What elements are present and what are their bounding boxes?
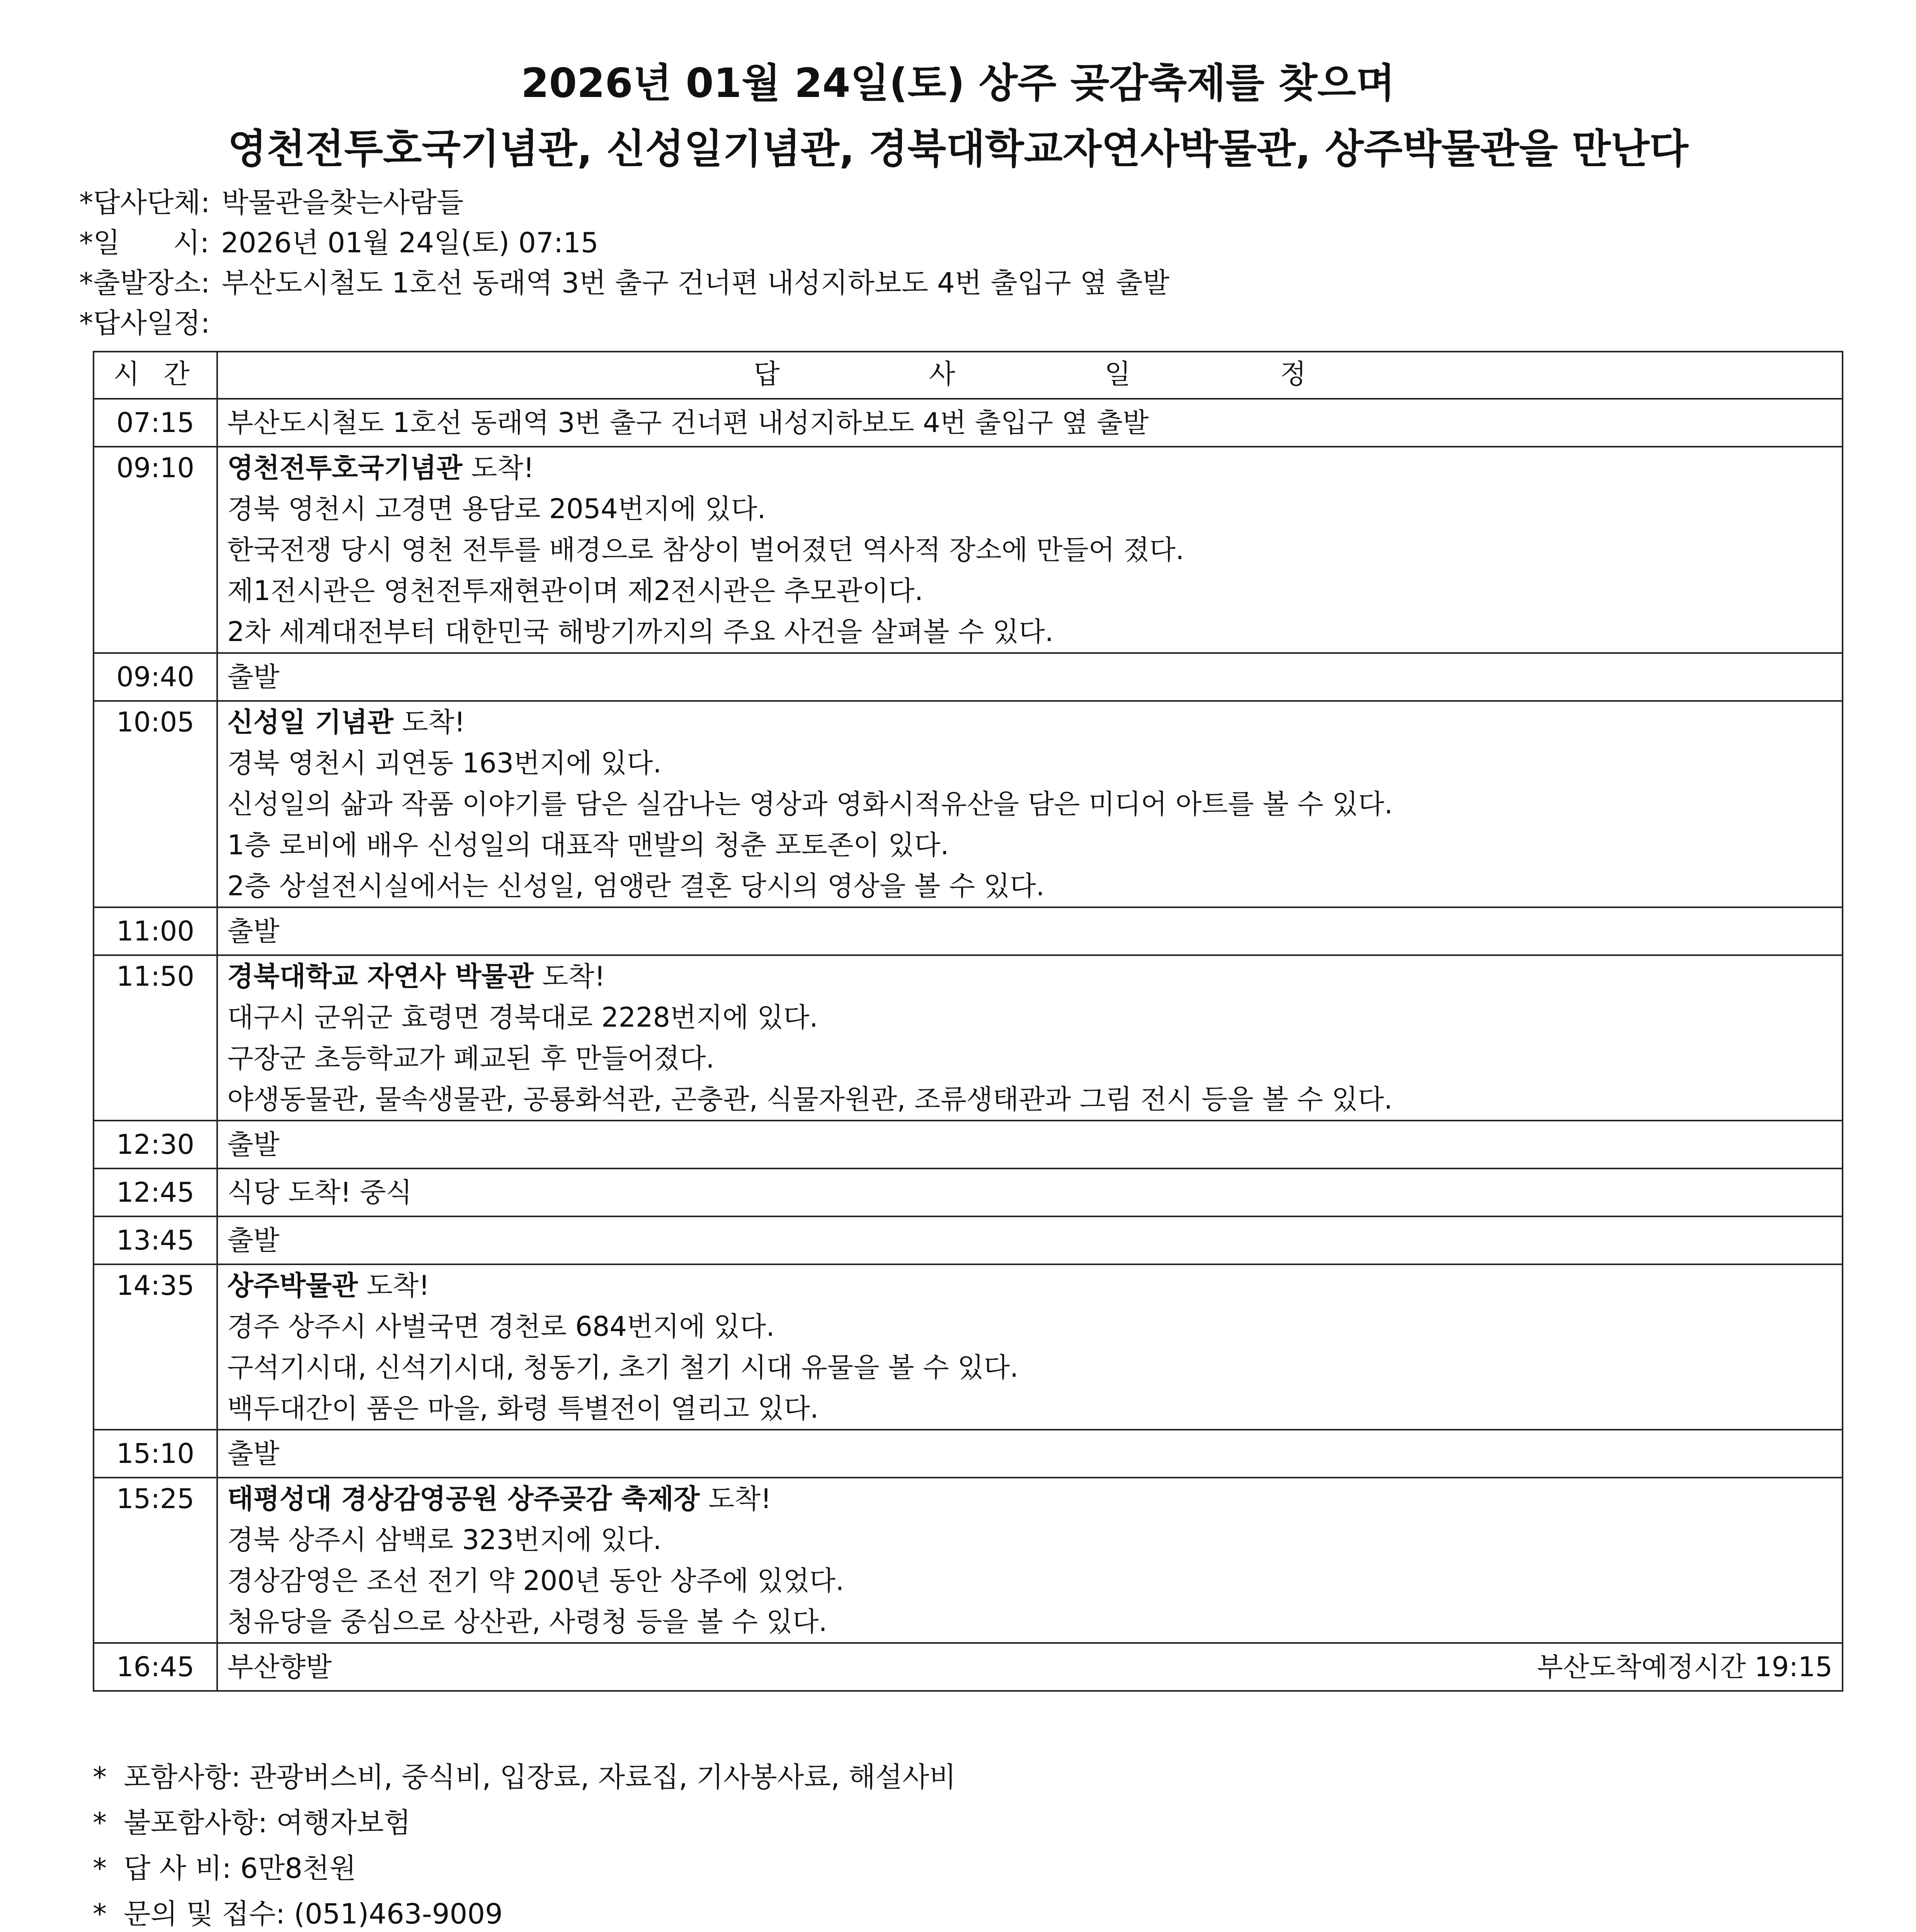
info-schedule — [79, 303, 1818, 343]
info-value-group: 박물관을찾는사람들 — [221, 186, 464, 219]
row-desc: 출발 — [217, 907, 1843, 955]
row-desc: 태평성대 경상감영공원 상주곶감 축제장 도착! 경북 상주시 삼백로 323번지에 있다. 경상감영은 조선 전기 약 200년 동안 상주에 있었다. 청유당을 중심으로 상산관, 사령청 등을 볼 수 있다. — [217, 1478, 1843, 1643]
row-desc: 식당 도착! 중식 — [217, 1168, 1843, 1216]
header-time: 시 간 — [94, 352, 217, 399]
info-value-date: 2026년 01월 24일(토) 07:15 — [221, 226, 599, 259]
header-char: 일 — [1104, 358, 1131, 390]
header-char: 정 — [1280, 358, 1306, 390]
table-row — [94, 447, 1843, 653]
table-header-row — [94, 352, 1843, 399]
info-group — [79, 182, 1818, 223]
document-title-line2: 영천전투호국기념관, 신성일기념관, 경북대학교자연사박물관, 상주박물관을 만난다 — [228, 125, 1688, 172]
row-time: 16:45 — [94, 1643, 217, 1691]
table-row — [94, 1478, 1843, 1643]
row-time: 11:00 — [94, 907, 217, 955]
place-name: 태평성대 경상감영공원 상주곶감 축제장 — [227, 1483, 700, 1515]
place-name: 경북대학교 자연사 박물관 — [227, 961, 534, 992]
note-item: * 답 사 비: 6만8천원 — [93, 1852, 356, 1884]
info-departure — [79, 263, 1818, 303]
table-row — [94, 1121, 1843, 1168]
note-item: * 문의 및 접수: (051)463-9009 — [93, 1898, 503, 1930]
info-key-schedule: *답사일정: — [79, 307, 210, 339]
table-row — [94, 955, 1843, 1121]
header-char: 답 — [754, 358, 780, 390]
row-time: 13:45 — [94, 1216, 217, 1264]
row-time: 12:30 — [94, 1121, 217, 1168]
row-desc: 출발 — [217, 1430, 1843, 1478]
row-desc: 출발 — [217, 1216, 1843, 1264]
table-row — [94, 1264, 1843, 1430]
table-row — [94, 1216, 1843, 1264]
place-name: 상주박물관 — [227, 1270, 358, 1301]
row-desc: 상주박물관 도착! 경주 상주시 사벌국면 경천로 684번지에 있다. 구석기시대, 신석기시대, 청동기, 초기 철기 시대 유물을 볼 수 있다. 백두대간이 품은 마을, 화령 특별전이 열리고 있다. — [217, 1264, 1843, 1430]
row-time: 11:50 — [94, 955, 217, 1121]
place-name: 영천전투호국기념관 — [227, 452, 463, 484]
row-time: 10:05 — [94, 701, 217, 907]
table-row — [94, 1643, 1843, 1691]
table-row — [94, 1430, 1843, 1478]
table-row — [94, 1168, 1843, 1216]
row-desc: 신성일 기념관 도착! 경북 영천시 괴연동 163번지에 있다. 신성일의 삶과 작품 이야기를 담은 실감나는 영상과 영화시적유산을 담은 미디어 아트를 볼 수 있다. 1층 로비에 배우 신성일의 대표작 맨발의 청춘 포토존이 있다. 2층 상설전시실에서는 신성일, 엄앵란 결혼 당시의 영상을 볼 수 있다. — [217, 701, 1843, 907]
header-schedule — [217, 352, 1843, 399]
return-departure: 부산향발 — [227, 1651, 332, 1683]
table-row — [94, 653, 1843, 701]
row-desc — [217, 1643, 1843, 1691]
header-char: 사 — [929, 358, 955, 390]
place-name: 신성일 기념관 — [227, 706, 394, 738]
row-desc: 영천전투호국기념관 도착! 경북 영천시 고경면 용담로 2054번지에 있다. 한국전쟁 당시 영천 전투를 배경으로 참상이 벌어졌던 역사적 장소에 만들어 졌다. 제1전시관은 영천전투재현관이며 제2전시관은 추모관이다. 2차 세계대전부터 대한민국 해방기까지의 주요 사건을 살펴볼 수 있다. — [217, 447, 1843, 653]
info-key-group: *답사단체: — [79, 186, 210, 219]
table-row — [94, 701, 1843, 907]
row-desc: 출발 — [217, 653, 1843, 701]
schedule-table — [93, 351, 1843, 1692]
note-item: * 포함사항: 관광버스비, 중식비, 입장료, 자료집, 기사봉사료, 해설사비 — [93, 1761, 956, 1793]
table-row — [94, 399, 1843, 447]
info-key-date: *일 시: — [79, 226, 209, 259]
row-desc: 출발 — [217, 1121, 1843, 1168]
table-row — [94, 907, 1843, 955]
row-desc: 경북대학교 자연사 박물관 도착! 대구시 군위군 효령면 경북대로 2228번지에 있다. 구장군 초등학교가 폐교된 후 만들어졌다. 야생동물관, 물속생물관, 공룡화석관, 곤충관, 식물자원관, 조류생태관과 그림 전시 등을 볼 수 있다. — [217, 955, 1843, 1121]
info-key-departure: *출발장소: — [79, 267, 210, 299]
row-time: 09:40 — [94, 653, 217, 701]
info-value-departure: 부산도시철도 1호선 동래역 3번 출구 건너편 내성지하보도 4번 출입구 옆 출발 — [221, 267, 1170, 299]
row-time: 12:45 — [94, 1168, 217, 1216]
row-time: 15:25 — [94, 1478, 217, 1643]
info-date — [79, 223, 1818, 263]
row-time: 15:10 — [94, 1430, 217, 1478]
row-time: 07:15 — [94, 399, 217, 447]
row-time: 14:35 — [94, 1264, 217, 1430]
row-desc: 부산도시철도 1호선 동래역 3번 출구 건너편 내성지하보도 4번 출입구 옆 출발 — [217, 399, 1843, 447]
return-arrival-time: 부산도착예정시간 19:15 — [1537, 1651, 1833, 1683]
note-item: * 불포함사항: 여행자보험 — [93, 1806, 411, 1839]
row-time: 09:10 — [94, 447, 217, 653]
document-title-line1: 2026년 01월 24일(토) 상주 곶감축제를 찾으며 — [521, 60, 1395, 107]
notes-list — [93, 1754, 1793, 1932]
